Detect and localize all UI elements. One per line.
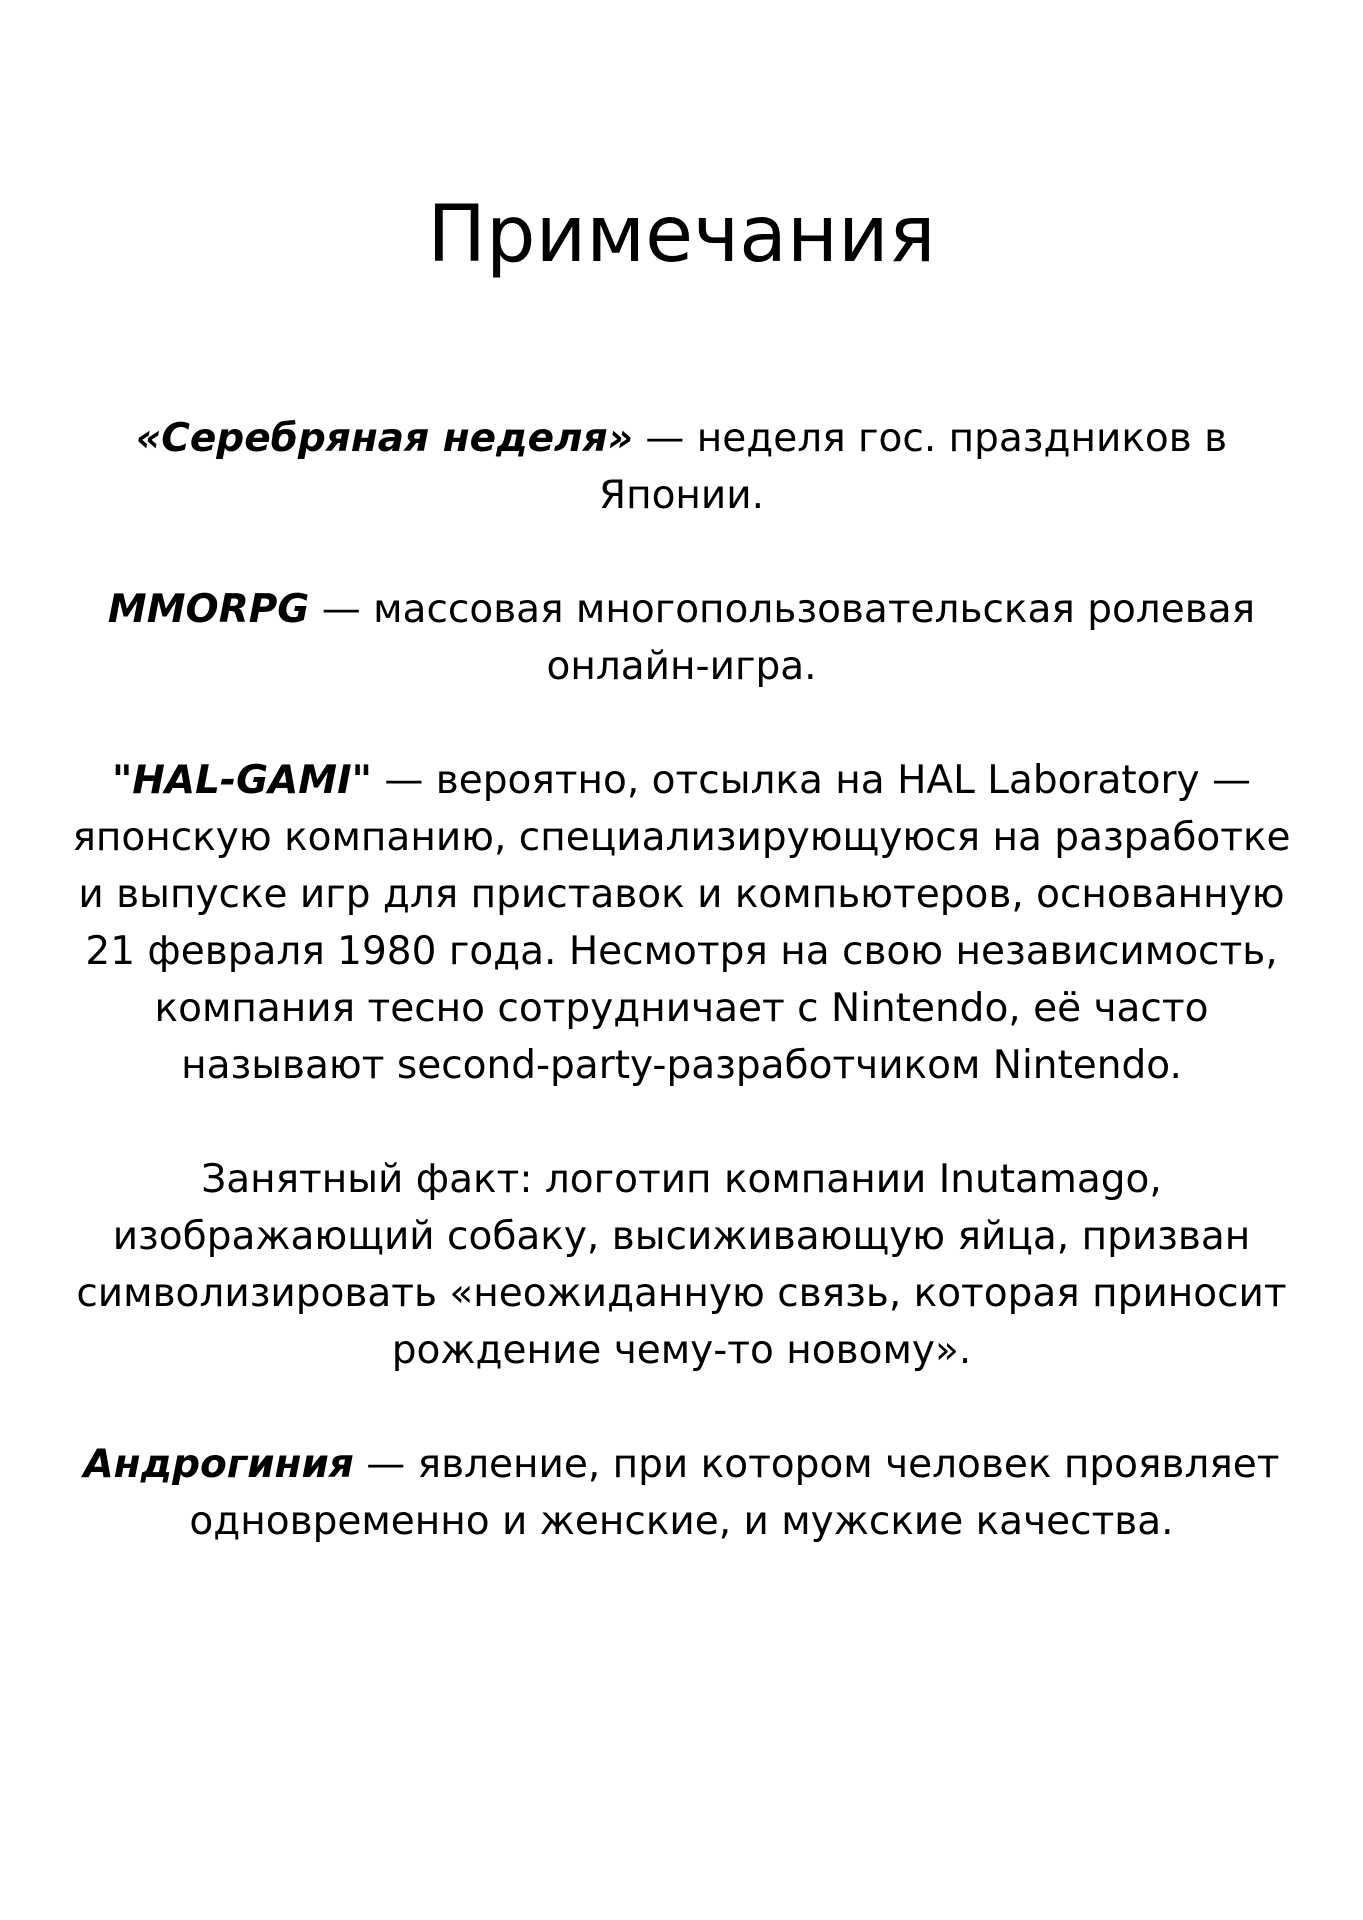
note-definition: — неделя гос. праздников в Японии. <box>598 416 1228 518</box>
note-term: Андрогиния <box>83 1442 354 1487</box>
note-term: «Серебряная неделя» <box>135 416 634 461</box>
note-mmorpg <box>60 581 1303 695</box>
note-definition: Занятный факт: логотип компании Inutamago, изображающий собаку, высиживающую яйца, призван символизировать «неожиданную связь, которая приносит рождение чему-то новому». <box>76 1157 1287 1373</box>
note-fun-fact <box>60 1151 1303 1379</box>
note-definition: — явление, при котором человек проявляет одновременно и женские, и мужские качества. <box>189 1442 1280 1544</box>
note-term: MMORPG <box>107 587 310 632</box>
note-definition: — вероятно, отсылка на HAL Laboratory — японскую компанию, специализирующуюся на разработке и выпуске игр для приставок и компьютеров, основанную 21 февраля 1980 года. Несмотря на свою независимость, компания тесно сотрудничает с Nintendo, её часто называют second-party-разработчиком Nintendo. <box>72 758 1291 1088</box>
note-definition: — массовая многопользовательская ролевая онлайн-игра. <box>309 587 1256 689</box>
notes-list <box>60 410 1303 1550</box>
note-silver-week <box>60 410 1303 524</box>
note-hal-gami <box>60 752 1303 1094</box>
note-term: "HAL-GAMI" <box>111 758 372 803</box>
note-androgyny <box>60 1436 1303 1550</box>
page-title: Примечания <box>427 190 936 280</box>
